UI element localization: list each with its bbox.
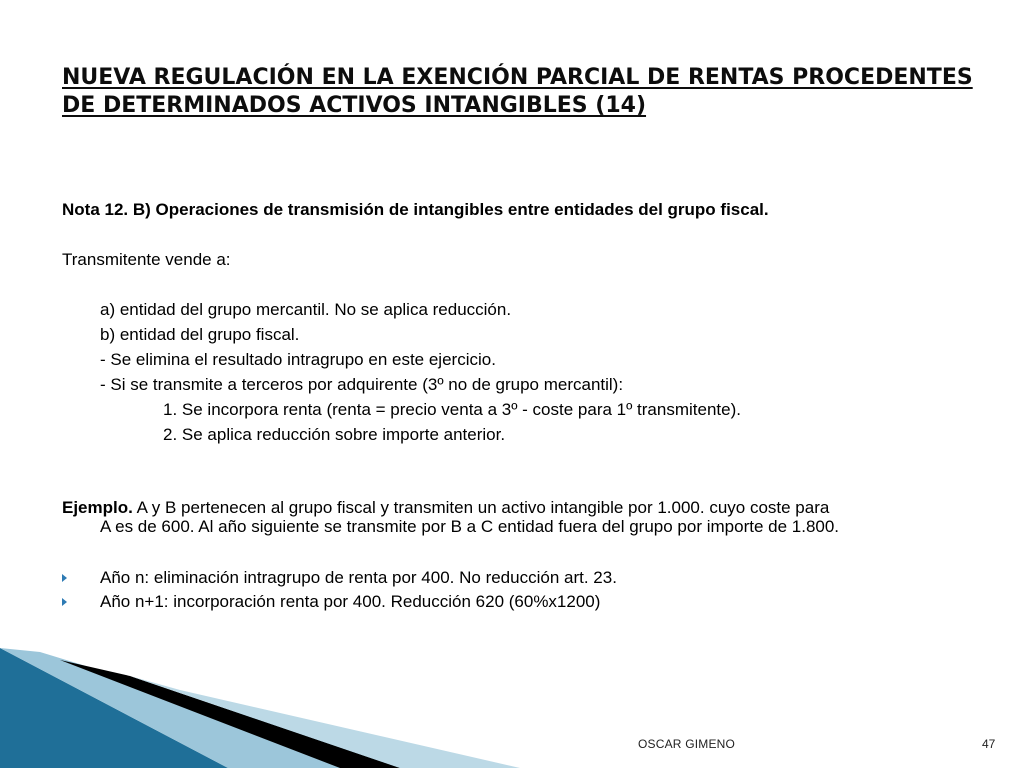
bullet-text: Año n+1: incorporación renta por 400. Reducción 620 (60%x1200) xyxy=(100,592,601,611)
nota-heading: Nota 12. B) Operaciones de transmisión de intangibles entre entidades del grupo fiscal. xyxy=(62,200,769,219)
title-line-1: NUEVA REGULACIÓN EN LA EXENCIÓN PARCIAL DE RENTAS PROCEDENTES xyxy=(62,65,973,90)
item-b: b) entidad del grupo fiscal. xyxy=(100,325,300,344)
title-line-2: DE DETERMINADOS ACTIVOS INTANGIBLES (14) xyxy=(62,93,647,118)
bullet-text: Año n: eliminación intragrupo de renta por 400. No reducción art. 23. xyxy=(100,568,617,587)
item-eliminacion: - Se elimina el resultado intragrupo en este ejercicio. xyxy=(100,350,496,369)
item-sub-1: 1. Se incorpora renta (renta = precio venta a 3º - coste para 1º transmitente). xyxy=(163,400,741,419)
item-terceros: - Si se transmite a terceros por adquirente (3º no de grupo mercantil): xyxy=(100,375,624,394)
ejemplo-label: Ejemplo. xyxy=(62,498,133,517)
footer-author: OSCAR GIMENO xyxy=(638,737,736,751)
item-a: a) entidad del grupo mercantil. No se aplica reducción. xyxy=(100,300,512,319)
item-sub-2: 2. Se aplica reducción sobre importe anterior. xyxy=(163,425,506,444)
ejemplo-line-2: A es de 600. Al año siguiente se transmite por B a C entidad fuera del grupo por importe de 1.800. xyxy=(100,517,840,536)
transmitente-text: Transmitente vende a: xyxy=(62,250,231,269)
ejemplo-line-1: A y B pertenecen al grupo fiscal y transmiten un activo intangible por 1.000. cuyo coste para xyxy=(132,498,830,517)
page-number: 47 xyxy=(982,737,996,751)
